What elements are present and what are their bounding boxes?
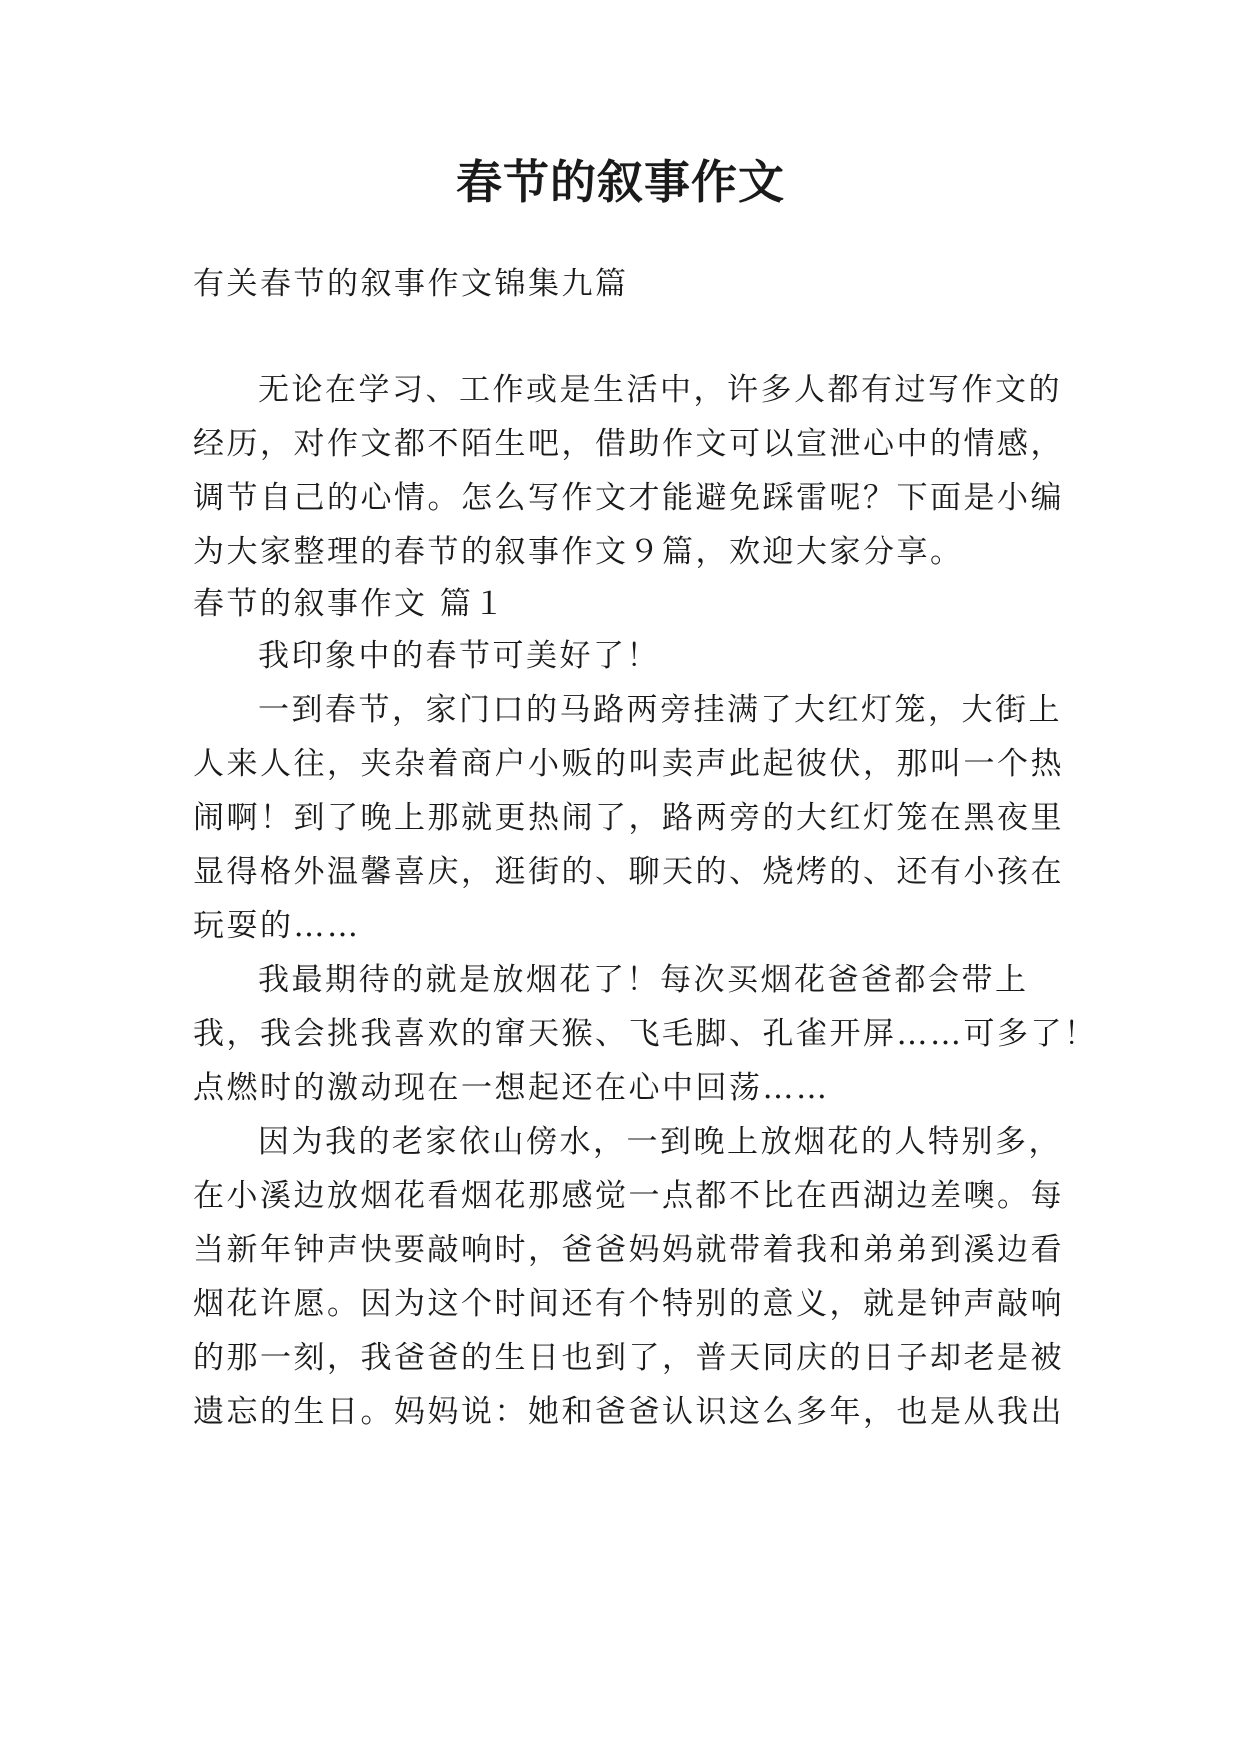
paragraph-line: 闹啊！到了晚上那就更热闹了，路两旁的大红灯笼在黑夜里 bbox=[193, 800, 1064, 836]
paragraph-line: 的那一刻，我爸爸的生日也到了，普天同庆的日子却老是被 bbox=[193, 1340, 1064, 1376]
paragraph-line: 因为我的老家依山傍水，一到晚上放烟花的人特别多， bbox=[258, 1124, 1062, 1160]
paragraph-line: 我最期待的就是放烟花了！每次买烟花爸爸都会带上 bbox=[258, 962, 1029, 998]
section-heading: 春节的叙事作文 篇１ bbox=[193, 586, 507, 622]
paragraph-line: 我印象中的春节可美好了！ bbox=[258, 638, 660, 674]
paragraph-line: 烟花许愿。因为这个时间还有个特别的意义，就是钟声敲响 bbox=[193, 1286, 1064, 1322]
document-title: 春节的叙事作文 bbox=[456, 155, 785, 209]
paragraph-line: 调节自己的心情。怎么写作文才能避免踩雷呢？下面是小编 bbox=[193, 480, 1064, 516]
document-subtitle: 有关春节的叙事作文锦集九篇 bbox=[193, 266, 629, 302]
paragraph-line: 我，我会挑我喜欢的窜天猴、飞毛脚、孔雀开屏……可多了！ bbox=[193, 1016, 1098, 1052]
paragraph-line: 无论在学习、工作或是生活中，许多人都有过写作文的 bbox=[258, 372, 1062, 408]
paragraph-line: 经历，对作文都不陌生吧，借助作文可以宣泄心中的情感， bbox=[193, 426, 1064, 462]
paragraph-line: 在小溪边放烟花看烟花那感觉一点都不比在西湖边差噢。每 bbox=[193, 1178, 1064, 1214]
paragraph-line: 玩耍的…… bbox=[193, 908, 361, 944]
paragraph-line: 显得格外温馨喜庆，逛街的、聊天的、烧烤的、还有小孩在 bbox=[193, 854, 1064, 890]
paragraph-line: 人来人往，夹杂着商户小贩的叫卖声此起彼伏，那叫一个热 bbox=[193, 746, 1064, 782]
paragraph-line: 当新年钟声快要敲响时，爸爸妈妈就带着我和弟弟到溪边看 bbox=[193, 1232, 1064, 1268]
paragraph-line: 遗忘的生日。妈妈说：她和爸爸认识这么多年，也是从我出 bbox=[193, 1394, 1064, 1430]
paragraph-line: 一到春节，家门口的马路两旁挂满了大红灯笼，大街上 bbox=[258, 692, 1062, 728]
paragraph-line: 点燃时的激动现在一想起还在心中回荡…… bbox=[193, 1070, 830, 1106]
paragraph-line: 为大家整理的春节的叙事作文９篇，欢迎大家分享。 bbox=[193, 534, 964, 570]
